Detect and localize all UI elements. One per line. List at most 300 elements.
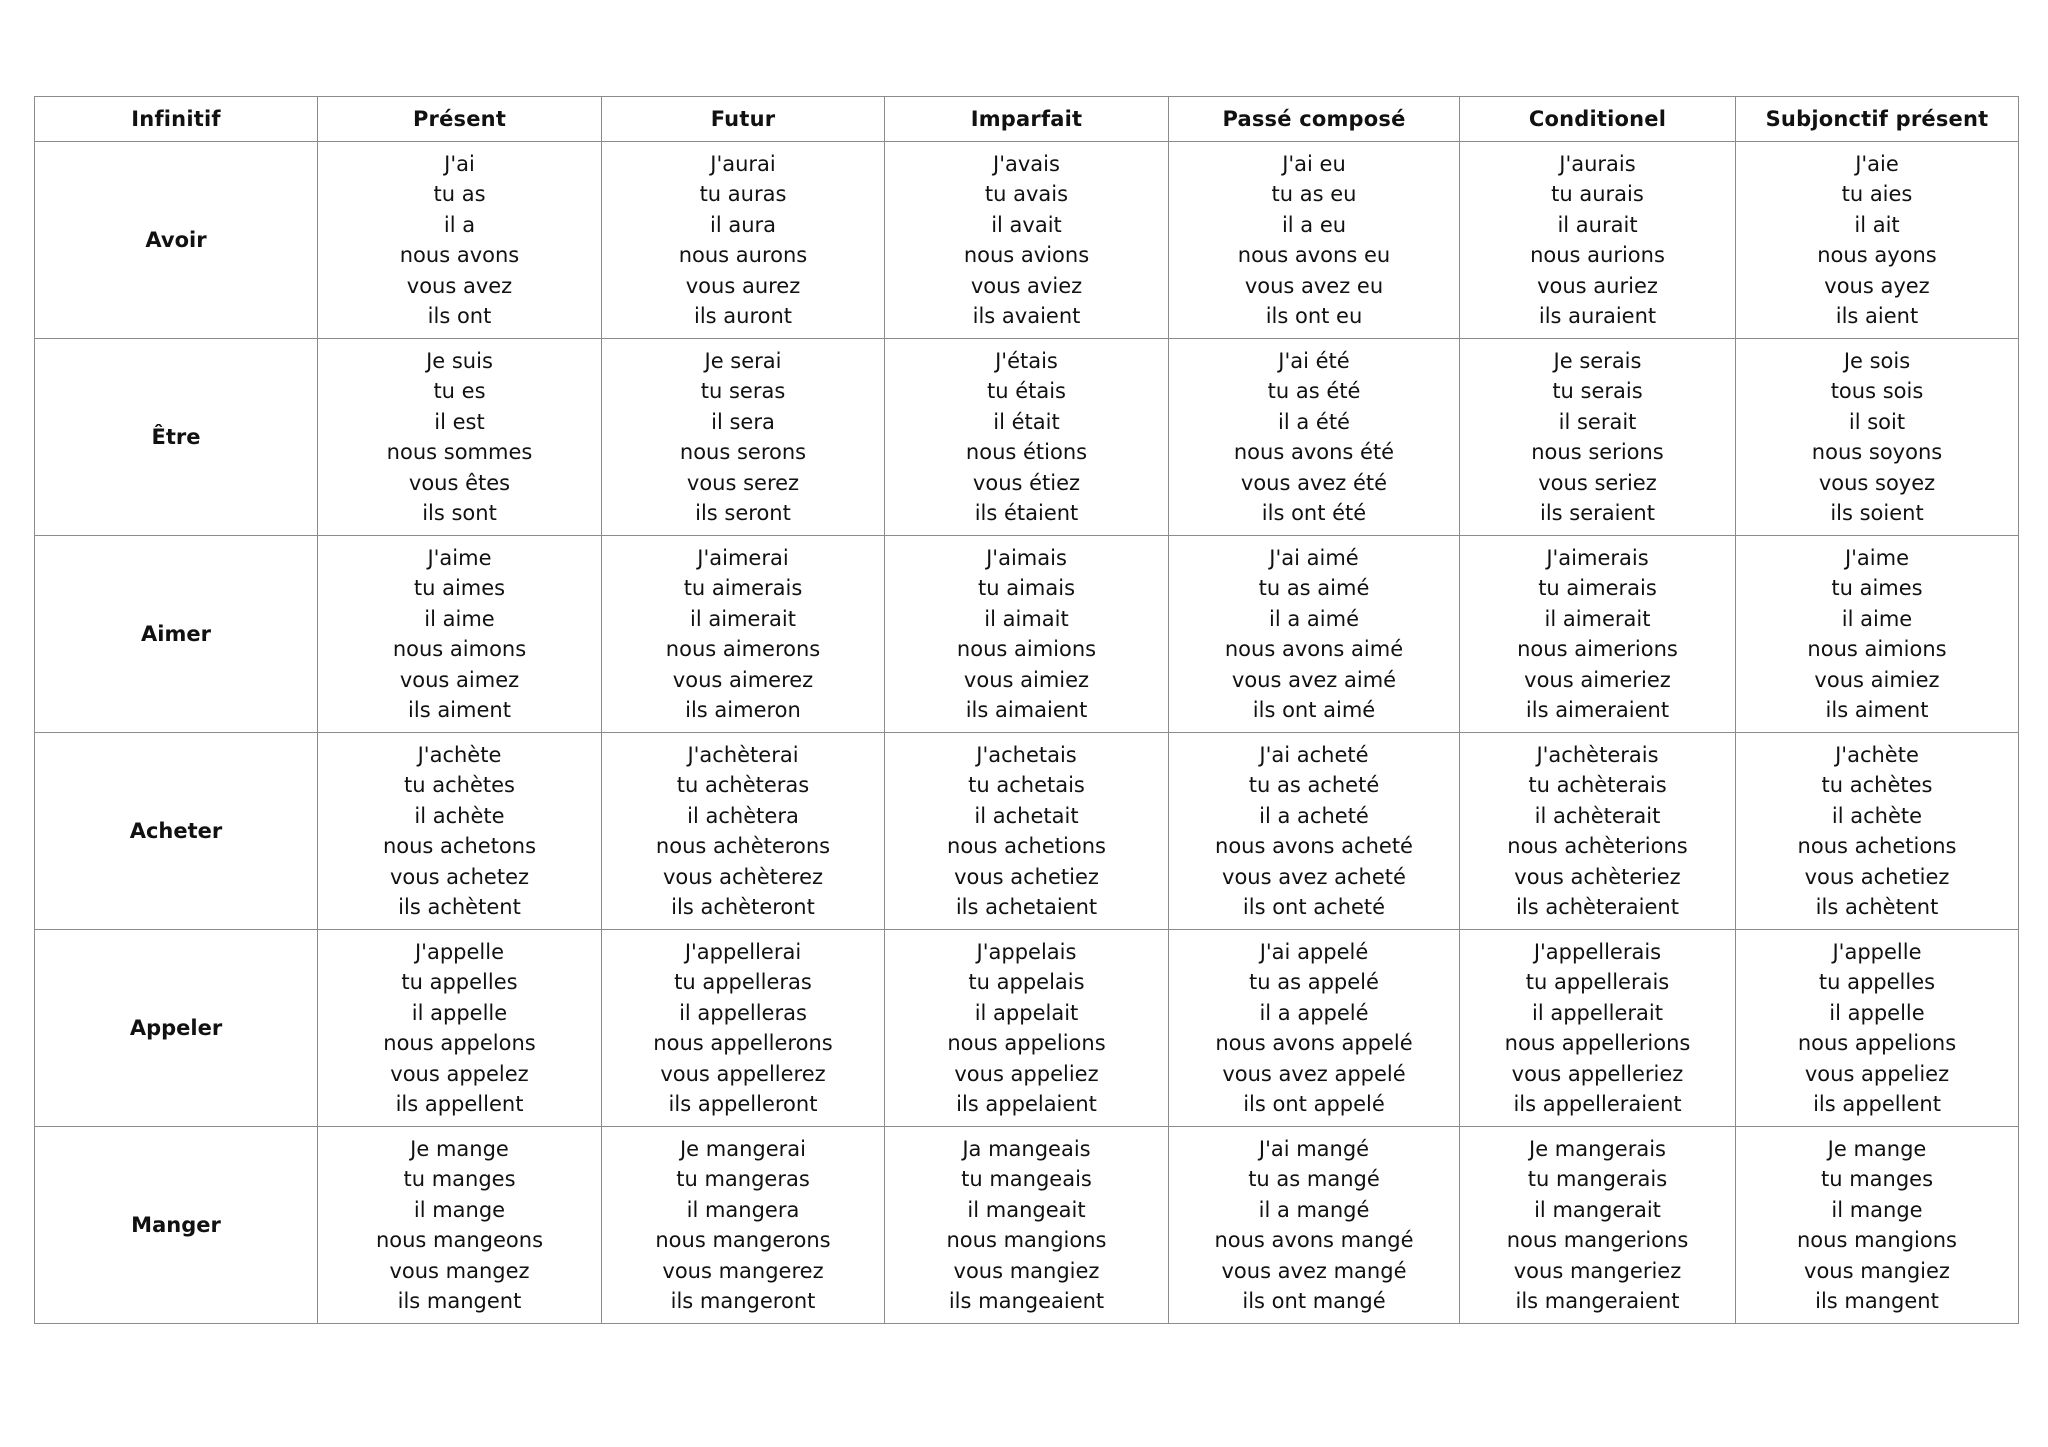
conjugated-form: tu étais: [986, 379, 1067, 403]
conjugation-list: [1169, 346, 1459, 529]
conjugated-form: tu aies: [1841, 182, 1913, 206]
conjugated-form: il achèterait: [1534, 803, 1661, 828]
conjugated-form: ils ont eu: [1265, 304, 1363, 328]
conjugation-table: [34, 96, 2019, 1324]
conjugated-form: Je mangerais: [1529, 1136, 1666, 1161]
conjugated-form: nous soyons: [1811, 440, 1943, 464]
conjugated-form: tous sois: [1830, 379, 1924, 403]
conjugation-list: [1736, 740, 2018, 923]
conjugated-form: ils ont: [427, 304, 492, 328]
conjugated-form: il appelle: [1829, 1000, 1925, 1025]
conjugated-form: tu manges: [1820, 1167, 1934, 1191]
conjugated-form: tu achèterais: [1528, 773, 1667, 797]
conjugated-form: J'ai été: [1278, 348, 1350, 373]
conjugated-form: J'aurai: [710, 151, 776, 176]
conjugated-form: vous mangez: [389, 1258, 530, 1283]
conjugated-form: nous appelions: [947, 1031, 1106, 1055]
conjugated-form: ils achètent: [1815, 895, 1939, 919]
conjugated-form: il a été: [1278, 409, 1350, 434]
conjugated-form: tu as: [433, 182, 486, 206]
conjugated-form: ils ont mangé: [1242, 1289, 1386, 1313]
conjugation-list: [1460, 937, 1735, 1120]
conjugation-cell-imparfait: [885, 1127, 1169, 1324]
conjugated-form: ils aimeron: [685, 698, 801, 722]
conjugated-form: nous achetions: [1797, 834, 1957, 858]
conjugation-list: [1169, 543, 1459, 726]
conjugated-form: vous avez été: [1240, 470, 1388, 495]
conjugated-form: J'ai appelé: [1259, 939, 1369, 964]
conjugated-form: ils achètent: [398, 895, 521, 919]
conjugated-form: nous mangerions: [1506, 1228, 1689, 1252]
conjugated-form: vous appeliez: [954, 1061, 1099, 1086]
conjugated-form: ils appelleraient: [1513, 1092, 1682, 1116]
conjugation-list: [602, 346, 884, 529]
conjugated-form: vous achetiez: [954, 864, 1099, 889]
conjugated-form: ils mangent: [397, 1289, 522, 1313]
conjugated-form: J'ai aimé: [1269, 545, 1359, 570]
conjugated-form: vous appellerez: [660, 1061, 826, 1086]
conjugation-cell-present: [318, 142, 602, 339]
conjugated-form: il appelleras: [679, 1000, 807, 1025]
column-header-subjonctif-present: Subjonctif présent: [1736, 97, 2019, 142]
conjugated-form: ils ont appelé: [1243, 1092, 1385, 1116]
conjugated-form: nous avons: [399, 243, 520, 267]
conjugation-list: [1460, 346, 1735, 529]
conjugated-form: tu appelles: [401, 970, 518, 994]
conjugated-form: vous mangeriez: [1513, 1258, 1682, 1283]
conjugation-list: [1460, 1134, 1735, 1317]
conjugated-form: nous achetions: [947, 834, 1106, 858]
conjugated-form: nous achetons: [382, 834, 537, 858]
conjugated-form: tu aimais: [977, 576, 1076, 600]
conjugated-form: tu as mangé: [1248, 1167, 1380, 1191]
conjugated-form: Je serais: [1553, 348, 1642, 373]
conjugated-form: nous aimons: [392, 637, 527, 661]
conjugated-form: vous mangerez: [662, 1258, 824, 1283]
conjugation-cell-passe-compose: [1169, 733, 1460, 930]
conjugation-cell-subjonctif-present: [1736, 1127, 2019, 1324]
conjugated-form: tu avais: [984, 182, 1069, 206]
conjugated-form: il mange: [413, 1197, 506, 1222]
conjugation-list: [885, 1134, 1168, 1317]
conjugation-cell-futur: [602, 536, 885, 733]
conjugated-form: vous mangiez: [953, 1258, 1100, 1283]
conjugated-form: nous avons aimé: [1224, 637, 1404, 661]
conjugated-form: Je mange: [1827, 1136, 1927, 1161]
conjugation-list: [318, 149, 601, 332]
conjugated-form: il a acheté: [1259, 803, 1369, 828]
conjugated-form: nous avons mangé: [1214, 1228, 1414, 1252]
conjugated-form: Je suis: [426, 348, 493, 373]
verb-infinitive: Manger: [35, 1127, 318, 1324]
conjugated-form: vous aimerez: [672, 667, 814, 692]
conjugated-form: nous mangeons: [375, 1228, 544, 1252]
conjugation-cell-imparfait: [885, 733, 1169, 930]
table-row: [35, 930, 2019, 1127]
conjugation-cell-subjonctif-present: [1736, 930, 2019, 1127]
conjugated-form: nous avons été: [1233, 440, 1395, 464]
conjugated-form: ils appellent: [1813, 1092, 1941, 1116]
conjugated-form: J'étais: [995, 348, 1058, 373]
verb-infinitive: Être: [35, 339, 318, 536]
conjugated-form: J'avais: [993, 151, 1060, 176]
conjugation-cell-present: [318, 339, 602, 536]
conjugation-list: [1736, 149, 2018, 332]
conjugated-form: ils achèteront: [671, 895, 815, 919]
conjugation-list: [1169, 1134, 1459, 1317]
conjugated-form: Je sois: [1843, 348, 1911, 373]
conjugation-cell-passe-compose: [1169, 339, 1460, 536]
conjugated-form: vous aviez: [970, 273, 1083, 298]
conjugated-form: ils aiment: [1825, 698, 1929, 722]
conjugation-cell-futur: [602, 142, 885, 339]
conjugated-form: vous appeliez: [1804, 1061, 1950, 1086]
conjugated-form: J'achète: [417, 742, 502, 767]
conjugation-list: [602, 937, 884, 1120]
conjugation-list: [1736, 543, 2018, 726]
conjugation-list: [1736, 346, 2018, 529]
conjugation-cell-present: [318, 1127, 602, 1324]
conjugated-form: ils appelaient: [956, 1092, 1097, 1116]
conjugated-form: nous sommes: [386, 440, 533, 464]
conjugated-form: ils achèteraient: [1516, 895, 1679, 919]
conjugation-cell-passe-compose: [1169, 1127, 1460, 1324]
conjugated-form: ils aimeraient: [1525, 698, 1670, 722]
conjugated-form: il avait: [991, 212, 1062, 237]
conjugation-list: [1169, 937, 1459, 1120]
conjugated-form: J'aimerai: [697, 545, 789, 570]
conjugated-form: il achète: [1831, 803, 1923, 828]
conjugated-form: il aime: [1841, 606, 1913, 631]
conjugated-form: Je mange: [410, 1136, 509, 1161]
conjugation-cell-present: [318, 536, 602, 733]
conjugated-form: tu as été: [1267, 379, 1361, 403]
conjugated-form: Je serai: [704, 348, 782, 373]
conjugation-cell-futur: [602, 930, 885, 1127]
conjugated-form: il a mangé: [1258, 1197, 1370, 1222]
conjugated-form: nous avons acheté: [1215, 834, 1413, 858]
conjugated-form: ils aimaient: [965, 698, 1088, 722]
conjugated-form: il aime: [424, 606, 495, 631]
conjugated-form: il mange: [1831, 1197, 1923, 1222]
conjugated-form: il appelait: [974, 1000, 1079, 1025]
conjugated-form: vous aimez: [399, 667, 520, 692]
conjugated-form: tu as eu: [1271, 182, 1357, 206]
conjugated-form: tu appelleras: [674, 970, 812, 994]
conjugated-form: il achète: [414, 803, 505, 828]
conjugated-form: vous avez mangé: [1221, 1258, 1407, 1283]
conjugated-form: J'achetais: [976, 742, 1077, 767]
table-row: [35, 536, 2019, 733]
conjugated-form: il appelle: [411, 1000, 508, 1025]
conjugated-form: tu as acheté: [1248, 773, 1380, 797]
column-header-conditionel: Conditionel: [1460, 97, 1736, 142]
conjugated-form: ils étaient: [974, 501, 1079, 525]
conjugated-form: il mangera: [686, 1197, 800, 1222]
conjugated-form: ils appellent: [395, 1092, 524, 1116]
conjugated-form: vous aimeriez: [1524, 667, 1671, 692]
conjugated-form: ils appelleront: [668, 1092, 818, 1116]
conjugated-form: tu achetais: [968, 773, 1085, 797]
conjugation-cell-conditionel: [1460, 733, 1736, 930]
conjugation-cell-futur: [602, 733, 885, 930]
conjugation-cell-futur: [602, 1127, 885, 1324]
conjugated-form: ils mangeraient: [1515, 1289, 1680, 1313]
conjugation-list: [602, 149, 884, 332]
conjugated-form: il était: [993, 409, 1060, 434]
conjugated-form: ils ont aimé: [1252, 698, 1376, 722]
conjugation-list: [318, 543, 601, 726]
conjugated-form: il soit: [1848, 409, 1906, 434]
conjugated-form: il serait: [1558, 409, 1637, 434]
conjugated-form: ils auraient: [1538, 304, 1657, 328]
conjugated-form: tu mangeais: [961, 1167, 1092, 1191]
conjugation-list: [1736, 937, 2018, 1120]
conjugated-form: ils ont acheté: [1242, 895, 1386, 919]
conjugated-form: nous avions: [963, 243, 1090, 267]
conjugation-list: [1460, 543, 1735, 726]
conjugation-cell-imparfait: [885, 339, 1169, 536]
conjugated-form: il mangerait: [1534, 1197, 1661, 1222]
conjugated-form: tu aimes: [1831, 576, 1923, 600]
conjugation-cell-conditionel: [1460, 1127, 1736, 1324]
conjugated-form: il aimerait: [690, 606, 796, 631]
conjugated-form: tu mangerais: [1527, 1167, 1668, 1191]
conjugation-cell-present: [318, 733, 602, 930]
conjugated-form: tu appelais: [968, 970, 1085, 994]
conjugated-form: vous avez aimé: [1231, 667, 1397, 692]
conjugated-form: tu as aimé: [1258, 576, 1370, 600]
conjugated-form: nous achèterions: [1507, 834, 1688, 858]
conjugated-form: vous achetiez: [1804, 864, 1950, 889]
conjugated-form: nous aurons: [678, 243, 808, 267]
conjugated-form: J'appellerai: [684, 939, 802, 964]
column-header-futur: Futur: [602, 97, 885, 142]
conjugated-form: vous auriez: [1537, 273, 1658, 298]
conjugated-form: vous avez appelé: [1222, 1061, 1406, 1086]
column-header-imparfait: Imparfait: [885, 97, 1169, 142]
conjugated-form: vous mangiez: [1804, 1258, 1950, 1283]
verb-infinitive: Aimer: [35, 536, 318, 733]
conjugation-list: [1169, 149, 1459, 332]
conjugated-form: ils sont: [422, 501, 497, 525]
conjugated-form: nous mangions: [946, 1228, 1107, 1252]
conjugated-form: vous aimiez: [963, 667, 1090, 692]
conjugated-form: il a eu: [1281, 212, 1347, 237]
conjugated-form: il aimait: [984, 606, 1069, 631]
conjugation-list: [318, 740, 601, 923]
conjugated-form: nous avons eu: [1237, 243, 1391, 267]
conjugated-form: ils seraient: [1540, 501, 1655, 525]
conjugated-form: tu aimes: [413, 576, 506, 600]
verb-infinitive: Appeler: [35, 930, 318, 1127]
conjugated-form: J'ai: [444, 151, 475, 176]
conjugation-list: [885, 149, 1168, 332]
conjugated-form: J'ai acheté: [1259, 742, 1369, 767]
conjugated-form: tu appellerais: [1525, 970, 1670, 994]
conjugated-form: ils mangeront: [670, 1289, 816, 1313]
conjugated-form: tu auras: [699, 182, 787, 206]
conjugation-cell-imparfait: [885, 142, 1169, 339]
conjugation-list: [885, 740, 1168, 923]
conjugated-form: il mangeait: [967, 1197, 1086, 1222]
conjugated-form: J'achèterai: [687, 742, 799, 767]
conjugated-form: vous soyez: [1818, 470, 1936, 495]
table-row: [35, 1127, 2019, 1324]
conjugated-form: J'aimerais: [1546, 545, 1649, 570]
conjugated-form: J'achète: [1835, 742, 1919, 767]
conjugated-form: vous appelez: [390, 1061, 529, 1086]
header-row: [35, 97, 2019, 142]
conjugated-form: J'ai mangé: [1258, 1136, 1370, 1161]
conjugated-form: tu aimerais: [683, 576, 803, 600]
conjugated-form: tu achètes: [404, 773, 515, 797]
conjugated-form: nous mangerons: [655, 1228, 831, 1252]
conjugation-list: [318, 1134, 601, 1317]
conjugated-form: nous serions: [1531, 440, 1664, 464]
conjugation-cell-passe-compose: [1169, 930, 1460, 1127]
conjugated-form: vous avez eu: [1244, 273, 1384, 298]
conjugated-form: nous étions: [965, 440, 1088, 464]
conjugation-list: [602, 1134, 884, 1317]
verb-infinitive: Acheter: [35, 733, 318, 930]
conjugated-form: nous appelons: [383, 1031, 536, 1055]
conjugated-form: il est: [434, 409, 485, 434]
conjugation-cell-conditionel: [1460, 339, 1736, 536]
column-header-passe-compose: Passé composé: [1169, 97, 1460, 142]
conjugation-cell-passe-compose: [1169, 536, 1460, 733]
conjugated-form: tu seras: [700, 379, 786, 403]
conjugation-list: [1169, 740, 1459, 923]
conjugated-form: nous appellerons: [653, 1031, 833, 1055]
conjugated-form: vous avez: [406, 273, 513, 298]
conjugated-form: tu appelles: [1818, 970, 1936, 994]
table-row: [35, 339, 2019, 536]
conjugation-cell-present: [318, 930, 602, 1127]
conjugated-form: nous serons: [679, 440, 807, 464]
conjugated-form: tu achèteras: [676, 773, 810, 797]
conjugated-form: tu as appelé: [1249, 970, 1379, 994]
conjugated-form: ils mangeaient: [948, 1289, 1105, 1313]
conjugated-form: ils auront: [693, 304, 793, 328]
conjugation-cell-conditionel: [1460, 930, 1736, 1127]
conjugated-form: vous achèteriez: [1514, 864, 1681, 889]
conjugated-form: vous achetez: [389, 864, 530, 889]
conjugated-form: nous aimerions: [1517, 637, 1678, 661]
conjugated-form: ils soient: [1830, 501, 1924, 525]
conjugation-cell-subjonctif-present: [1736, 142, 2019, 339]
conjugated-form: il achetait: [974, 803, 1079, 828]
conjugated-form: vous aimiez: [1814, 667, 1940, 692]
conjugated-form: tu manges: [403, 1167, 516, 1191]
conjugation-cell-futur: [602, 339, 885, 536]
conjugated-form: Ja mangeais: [962, 1136, 1091, 1161]
conjugated-form: nous mangions: [1797, 1228, 1957, 1252]
column-header-infinitif: Infinitif: [35, 97, 318, 142]
conjugated-form: nous ayons: [1817, 243, 1937, 267]
conjugated-form: J'appelais: [976, 939, 1077, 964]
conjugated-form: nous aimions: [956, 637, 1097, 661]
conjugation-cell-subjonctif-present: [1736, 339, 2019, 536]
table-body: [35, 142, 2019, 1324]
conjugation-cell-passe-compose: [1169, 142, 1460, 339]
conjugated-form: J'ai eu: [1282, 151, 1346, 176]
conjugated-form: vous ayez: [1824, 273, 1930, 298]
conjugated-form: tu achètes: [1821, 773, 1933, 797]
conjugation-cell-imparfait: [885, 536, 1169, 733]
conjugated-form: il a: [443, 212, 476, 237]
conjugated-form: J'appelle: [414, 939, 504, 964]
conjugation-list: [885, 937, 1168, 1120]
conjugation-list: [318, 937, 601, 1120]
conjugation-list: [1736, 1134, 2018, 1317]
column-header-present: Présent: [318, 97, 602, 142]
conjugated-form: J'aime: [427, 545, 492, 570]
conjugated-form: J'aurais: [1559, 151, 1636, 176]
conjugation-list: [1460, 740, 1735, 923]
conjugation-cell-conditionel: [1460, 536, 1736, 733]
conjugated-form: J'appelle: [1832, 939, 1922, 964]
conjugation-cell-subjonctif-present: [1736, 536, 2019, 733]
table-row: [35, 142, 2019, 339]
conjugated-form: vous serez: [686, 470, 800, 495]
conjugated-form: il achètera: [687, 803, 799, 828]
conjugated-form: vous êtes: [408, 470, 511, 495]
conjugated-form: J'aime: [1844, 545, 1910, 570]
conjugated-form: vous étiez: [972, 470, 1081, 495]
conjugated-form: J'achèterais: [1536, 742, 1659, 767]
conjugated-form: J'appellerais: [1533, 939, 1662, 964]
table-row: [35, 733, 2019, 930]
conjugated-form: nous appelions: [1797, 1031, 1957, 1055]
conjugated-form: il ait: [1854, 212, 1900, 237]
conjugation-cell-subjonctif-present: [1736, 733, 2019, 930]
conjugated-form: il appellerait: [1532, 1000, 1663, 1025]
conjugated-form: J'aie: [1855, 151, 1899, 176]
conjugated-form: il aimerait: [1544, 606, 1651, 631]
conjugated-form: nous aimions: [1807, 637, 1947, 661]
conjugation-list: [602, 543, 884, 726]
conjugated-form: ils ont été: [1261, 501, 1367, 525]
conjugated-form: tu aurais: [1551, 182, 1644, 206]
conjugated-form: ils achetaient: [955, 895, 1098, 919]
conjugated-form: ils mangent: [1815, 1289, 1939, 1313]
conjugated-form: il aurait: [1557, 212, 1638, 237]
conjugated-form: ils aiment: [408, 698, 511, 722]
conjugated-form: vous appelleriez: [1511, 1061, 1684, 1086]
conjugated-form: ils avaient: [972, 304, 1081, 328]
conjugated-form: tu serais: [1552, 379, 1643, 403]
conjugated-form: nous avons appelé: [1215, 1031, 1413, 1055]
conjugated-form: il a aimé: [1269, 606, 1359, 631]
conjugated-form: nous aimerons: [665, 637, 821, 661]
conjugated-form: ils aient: [1835, 304, 1919, 328]
conjugation-cell-conditionel: [1460, 142, 1736, 339]
conjugation-list: [1460, 149, 1735, 332]
conjugated-form: tu es: [433, 379, 486, 403]
conjugated-form: nous appellerions: [1504, 1031, 1691, 1055]
conjugated-form: tu mangeras: [676, 1167, 810, 1191]
conjugated-form: vous aurez: [685, 273, 801, 298]
conjugation-list: [318, 346, 601, 529]
conjugation-cell-imparfait: [885, 930, 1169, 1127]
conjugated-form: ils seront: [695, 501, 791, 525]
conjugated-form: tu aimerais: [1538, 576, 1657, 600]
conjugated-form: il aura: [709, 212, 777, 237]
conjugated-form: vous achèterez: [662, 864, 824, 889]
conjugated-form: Je mangerai: [679, 1136, 806, 1161]
conjugated-form: il sera: [711, 409, 775, 434]
